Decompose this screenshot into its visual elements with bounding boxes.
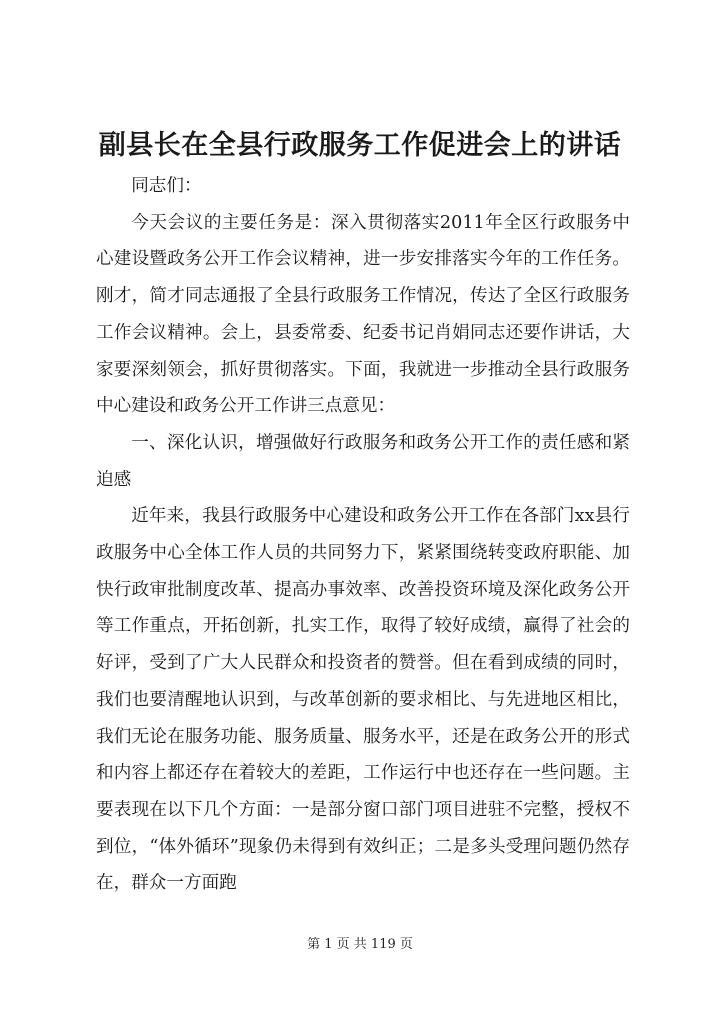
document-body: [96, 168, 630, 902]
salutation-paragraph: 同志们：: [131, 176, 202, 196]
page-footer: 第 1 页 共 119 页: [307, 937, 413, 952]
body-paragraph: 近年来，我县行政服务中心建设和政务公开工作在各部门xx县行政服务中心全体工作人员的共同努力下，紧紧围绕转变政府职能、加快行政审批制度改革、提高办事效率、改善投资环境及深化政务公开等工作重点，开拓创新，扎实工作，取得了较好成绩，赢得了社会的好评，受到了广大人民群众和投资者的赞誉。但在看到成绩的同时，我们也要清醒地认识到，与改革创新的要求相比、与先进地区相比，我们无论在服务功能、服务质量、服务水平，还是在政务公开的形式和内容上都还存在着较大的差距，工作运行中也还存在一些问题。主要表现在以下几个方面：一是部分窗口部门项目进驻不完整，授权不到位，“体外循环”现象仍未得到有效纠正；二是多头受理问题仍然存在，群众一方面跑: [96, 506, 630, 894]
section-heading-1: 一、深化认识，增强做好行政服务和政务公开工作的责任感和紧迫感: [96, 432, 630, 490]
intro-paragraph: 今天会议的主要任务是：深入贯彻落实2011年全区行政服务中心建设暨政务公开工作会议精神，进一步安排落实今年的工作任务。刚才，简才同志通报了全县行政服务工作情况，传达了全区行政服务工作会议精神。会上，县委常委、纪委书记肖娟同志还要作讲话，大家要深刻领会，抓好贯彻落实。下面，我就进一步推动全县行政服务中心建设和政务公开工作讲三点意见：: [96, 212, 630, 417]
document-title: 副县长在全县行政服务工作促进会上的讲话: [98, 130, 622, 161]
